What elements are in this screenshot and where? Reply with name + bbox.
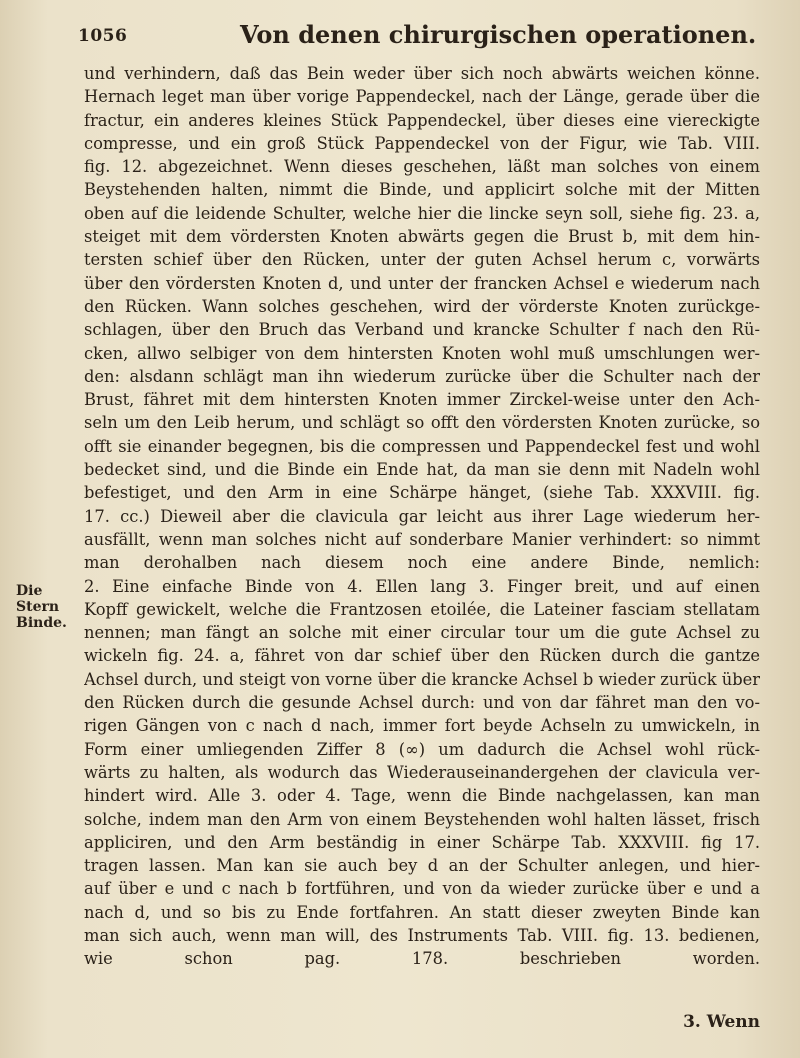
text-line: den Rücken durch die gesunde Achsel durch: und von dar fähret man den vo- [84, 693, 760, 713]
margin-note-line: Die Stern [16, 583, 60, 615]
text-line: über den vördersten Knoten d, und unter der francken Achsel e wiederum nach [84, 273, 760, 293]
text-line: Achsel durch, und steigt von vorne über die krancke Achsel b wieder zurück über [84, 669, 760, 689]
catchword: 3. Wenn [683, 1012, 760, 1032]
margin-note-line: Binde. [16, 615, 67, 631]
text-line: man sich auch, wenn man will, des Instruments Tab. VIII. fig. 13. bedienen, [84, 925, 760, 945]
text-line: fractur, ein anderes kleines Stück Pappendeckel, über dieses eine viereckigte [84, 110, 760, 130]
text-line: appliciren, und den Arm beständig in einer Schärpe Tab. XXXVIII. fig 17. [84, 832, 760, 852]
text-line: schlagen, über den Bruch das Verband und krancke Schulter f nach den Rü- [84, 320, 760, 340]
text-line: man derohalben nach diesem noch eine andere Binde, nemlich: [84, 553, 760, 573]
text-line: befestiget, und den Arm in eine Schärpe hänget, (siehe Tab. XXXVIII. fig. [84, 483, 760, 503]
text-line: ausfällt, wenn man solches nicht auf sonderbare Manier verhindert: so nimmt [84, 529, 760, 549]
text-line: fig. 12. abgezeichnet. Wenn dieses geschehen, läßt man solches von einem [84, 157, 760, 177]
text-line: bedecket sind, und die Binde ein Ende hat, da man sie denn mit Nadeln wohl [84, 460, 760, 480]
text-line: compresse, und ein groß Stück Pappendeckel von der Figur, wie Tab. VIII. [84, 133, 760, 153]
text-line: cken, allwo selbiger von dem hintersten Knoten wohl muß umschlungen wer- [84, 343, 760, 363]
text-line: Hernach leget man über vorige Pappendeckel, nach der Länge, gerade über die [84, 87, 760, 107]
text-line: tragen lassen. Man kan sie auch bey d an der Schulter anlegen, und hier- [84, 856, 760, 876]
text-line: und verhindern, daß das Bein weder über sich noch abwärts weichen könne. [84, 64, 760, 83]
text-line: den Rücken. Wann solches geschehen, wird der vörderste Knoten zurückge- [84, 296, 760, 316]
text-line: hindert wird. Alle 3. oder 4. Tage, wenn die Binde nachgelassen, kan man [84, 786, 760, 806]
text-line: offt sie einander begegnen, bis die compressen und Pappendeckel fest und wohl [84, 436, 760, 456]
text-line: solche, indem man den Arm von einem Beystehenden wohl halten lässet, frisch [84, 809, 760, 829]
text-line: auf über e und c nach b fortführen, und von da wieder zurücke über e und a [84, 879, 760, 899]
text-line: Form einer umliegenden Ziffer 8 (∞) um dadurch die Achsel wohl rück- [84, 739, 760, 759]
text-line: Brust, fähret mit dem hintersten Knoten immer Zirckel-weise unter den Ach- [84, 390, 760, 410]
text-line: seln um den Leib herum, und schlägt so offt den vördersten Knoten zurücke, so [84, 413, 760, 433]
text-line: 2. Eine einfache Binde von 4. Ellen lang 3. Finger breit, und auf einen [84, 576, 760, 596]
text-line: nach d, und so bis zu Ende fortfahren. An statt dieser zweyten Binde kan [84, 902, 760, 922]
text-line: wärts zu halten, als wodurch das Wiederauseinandergehen der clavicula ver- [84, 762, 760, 782]
body-text [84, 62, 760, 971]
text-line: Kopff gewickelt, welche die Frantzosen etoilée, die Lateiner fasciam stellatam [84, 599, 760, 619]
text-line: oben auf die leidende Schulter, welche hier die lincke seyn soll, siehe fig. 23. a, [84, 203, 760, 223]
text-line: tersten schief über den Rücken, unter der guten Achsel herum c, vorwärts [84, 250, 760, 270]
text-line: nennen; man fängt an solche mit einer circular tour um die gute Achsel zu [84, 623, 760, 643]
text-line: Beystehenden halten, nimmt die Binde, und applicirt solche mit der Mitten [84, 180, 760, 200]
text-line: steiget mit dem vördersten Knoten abwärts gegen die Brust b, mit dem hin- [84, 227, 760, 247]
text-line: wickeln fig. 24. a, fähret von dar schief über den Rücken durch die gantze [84, 646, 760, 666]
page-header [78, 14, 768, 58]
text-line: rigen Gängen von c nach d nach, immer fort beyde Achseln zu umwickeln, in [84, 716, 760, 736]
text-line: wie schon pag. 178. beschrieben worden. [84, 949, 760, 969]
text-line: 17. cc.) Dieweil aber die clavicula gar leicht aus ihrer Lage wiederum her- [84, 506, 760, 526]
text-line: den: alsdann schlägt man ihn wiederum zurücke über die Schulter nach der [84, 366, 760, 386]
margin-note [16, 583, 78, 631]
page-number: 1056 [78, 26, 128, 46]
running-head: Von denen chirurgischen operationen. [240, 20, 757, 49]
